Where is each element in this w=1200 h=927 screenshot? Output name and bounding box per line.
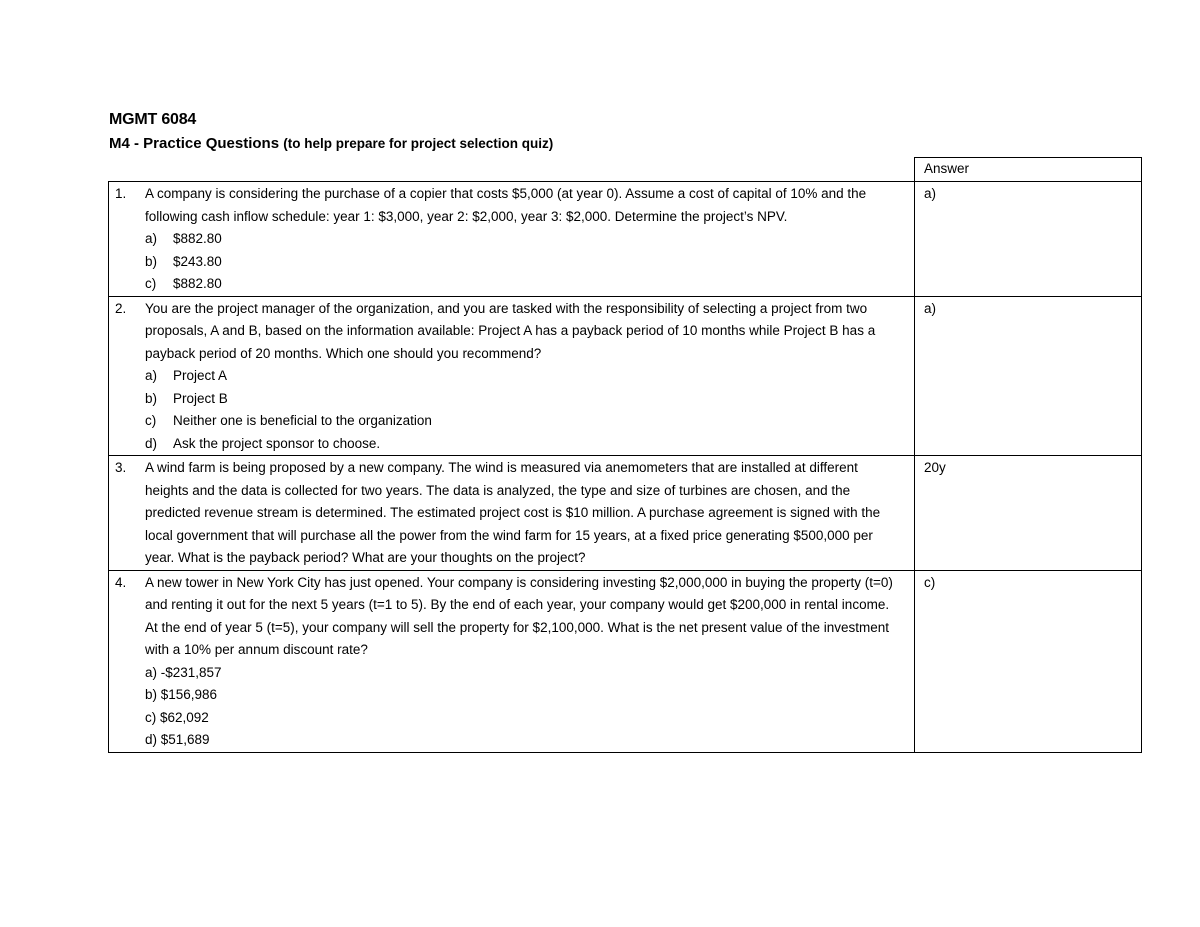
option-item: [145, 433, 904, 456]
question-text: You are the project manager of the organization, and you are tasked with the responsibility of selecting a project from two proposals, A and B, based on the information available: Project A has a payback period of 10 months while Project B has a payback period of 20 months. Which one should you recommend?: [145, 300, 876, 361]
option-item: [145, 251, 904, 274]
option-label: a): [145, 368, 158, 383]
option-text: $882.80: [173, 276, 222, 291]
option-label: d): [145, 435, 158, 451]
option-text: Ask the project sponsor to choose.: [173, 435, 381, 451]
question-text: A company is considering the purchase of a copier that costs $5,000 (at year 0). Assume a cost of capital of 10% and the following cash inflow schedule: year 1: $3,000, year 2: $2,000, year 3: $2,000. Determine the project’s NPV.: [145, 186, 867, 224]
option-text: $882.80: [173, 231, 222, 246]
questions-table: [108, 157, 1142, 753]
option-label: c): [145, 276, 157, 291]
question-number: 4.: [115, 574, 127, 590]
question-number: 1.: [115, 186, 127, 201]
answer-cell: a): [915, 182, 1142, 297]
option-label: b): [145, 253, 158, 269]
answer-cell: 20y: [915, 456, 1142, 571]
option-text: Neither one is beneficial to the organization: [173, 413, 432, 428]
option-item: [145, 365, 904, 388]
question-cell: [109, 456, 915, 571]
option-item: d) $51,689: [145, 732, 210, 747]
option-item: [145, 388, 904, 411]
question-row-1: [109, 182, 1142, 297]
option-item: [145, 228, 904, 251]
title-main: M4 - Practice Questions: [109, 135, 280, 152]
question-text: A wind farm is being proposed by a new company. The wind is measured via anemometers that are installed at different heights and the data is collected for two years. The data is analyzed, the type and size of turbines are chosen, and the predicted revenue stream is determined. The estimated project cost is $10 million. A purchase agreement is signed with the local government that will purchase all the power from the wind farm for 15 years, at a fixed price generating $500,000 per year. What is the payback period? What are your thoughts on the project?: [145, 460, 881, 565]
header-blank-cell: [109, 158, 915, 182]
question-cell: [109, 570, 915, 752]
option-label: c): [145, 413, 157, 428]
question-number: 3.: [115, 460, 127, 475]
course-code: MGMT 6084: [109, 111, 197, 128]
question-cell: [109, 296, 915, 456]
option-text: Project A: [173, 368, 228, 383]
option-text: Project B: [173, 390, 228, 406]
answer-cell: a): [915, 296, 1142, 456]
page-title: [109, 135, 553, 152]
question-text: A new tower in New York City has just opened. Your company is considering investing $2,000,000 in buying the property (t=0) and renting it out for the next 5 years (t=1 to 5). By the end of each year, your company would get $200,000 in rental income. At the end of year 5 (t=5), your company will sell the property for $2,100,000. What is the net present value of the investment with a 10% per annum discount rate?: [145, 574, 893, 657]
option-item: b) $156,986: [145, 687, 218, 702]
question-row-3: [109, 456, 1142, 571]
answer-column-header: Answer: [915, 158, 1142, 182]
question-row-2: [109, 296, 1142, 456]
option-label: b): [145, 390, 158, 406]
option-item: c) $62,092: [145, 709, 209, 725]
option-item: a) -$231,857: [145, 664, 222, 680]
question-number: 2.: [115, 300, 127, 316]
question-row-4: [109, 570, 1142, 752]
title-note: (to help prepare for project selection quiz): [283, 136, 554, 151]
question-cell: [109, 182, 915, 297]
option-item: [145, 410, 904, 433]
answer-cell: c): [915, 570, 1142, 752]
option-label: a): [145, 231, 158, 246]
option-item: [145, 273, 904, 296]
option-text: $243.80: [173, 253, 222, 269]
table-header-row: [109, 158, 1142, 182]
